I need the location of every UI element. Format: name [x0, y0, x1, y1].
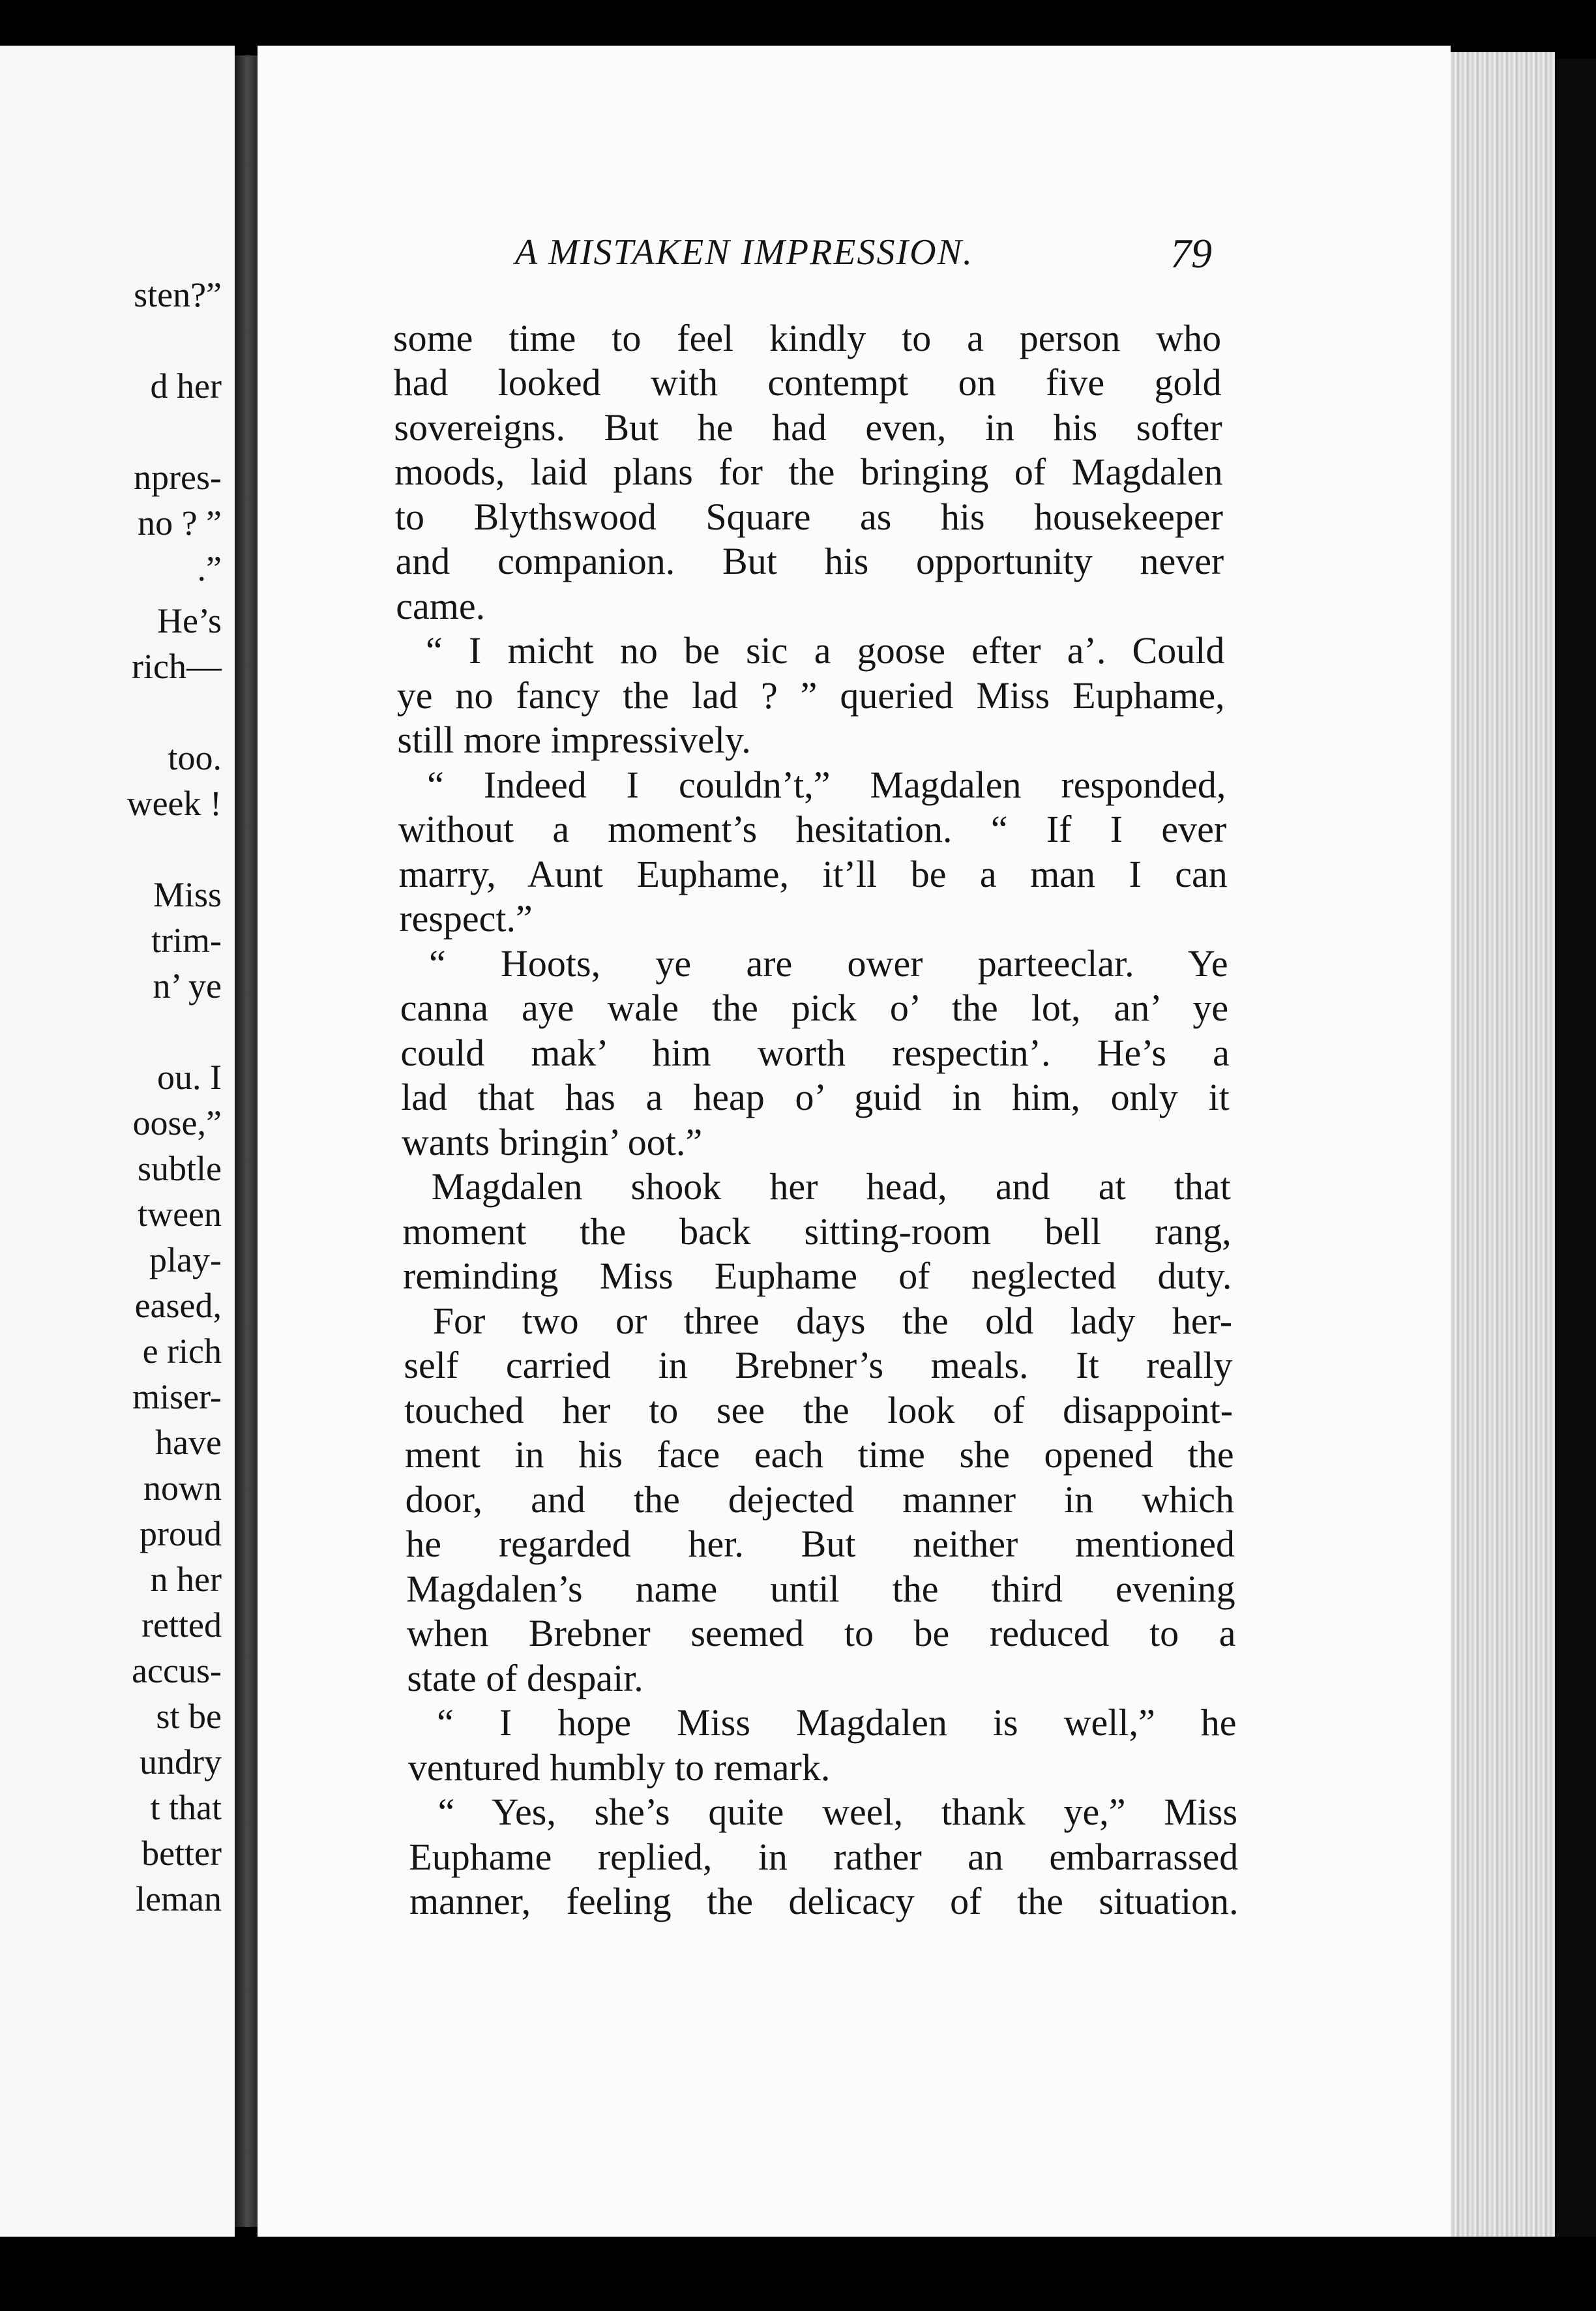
- body-line: came.: [396, 584, 486, 627]
- left-page-fragment: leman: [136, 1879, 222, 1918]
- left-page-fragment: too.: [168, 738, 222, 777]
- body-line: “ I hope Miss Magdalen is well,” he: [437, 1701, 1237, 1744]
- left-page-fragment: sten?”: [134, 275, 222, 314]
- page-edges: [1451, 52, 1555, 2237]
- left-page-fragment: play-: [149, 1240, 222, 1279]
- left-page: [0, 46, 235, 2237]
- left-page-fragment: subtle: [138, 1149, 222, 1188]
- body-line: ye no fancy the lad ? ” queried Miss Euphame,: [396, 674, 1225, 717]
- body-line: ventured humbly to remark.: [407, 1746, 831, 1789]
- left-page-fragment: oose,”: [132, 1103, 222, 1142]
- body-line: moment the back sitting-room bell rang,: [402, 1210, 1232, 1253]
- body-line: manner, feeling the delicacy of the situation.: [409, 1880, 1239, 1922]
- left-page-fragment: week !: [126, 784, 222, 823]
- left-page-fragment: t that: [150, 1788, 222, 1827]
- left-page-fragment: undry: [140, 1742, 222, 1782]
- left-page-fragment: proud: [140, 1514, 222, 1553]
- left-page-fragment: rich—: [132, 647, 222, 686]
- body-line: to Blythswood Square as his housekeeper: [394, 495, 1223, 538]
- page-number: 79: [1170, 230, 1212, 276]
- body-line: “ Hoots, ye are ower parteeclar. Ye: [429, 942, 1228, 985]
- body-line: For two or three days the old lady her-: [432, 1299, 1233, 1342]
- body-line: when Brebner seemed to be reduced to a: [406, 1612, 1236, 1655]
- body-line: sovereigns. But he had even, in his softer: [394, 406, 1222, 449]
- body-line: some time to feel kindly to a person who: [393, 317, 1222, 359]
- left-page-fragment: nown: [143, 1469, 222, 1508]
- left-page-fragment: st be: [156, 1697, 222, 1736]
- left-page-fragment: ou. I: [157, 1058, 222, 1097]
- body-line: lad that has a heap o’ guid in him, only it: [401, 1076, 1230, 1119]
- left-page-fragment: trim-: [151, 921, 222, 960]
- body-line: state of despair.: [407, 1656, 643, 1699]
- left-page-fragment: He’s: [157, 601, 222, 640]
- left-page-fragment: have: [155, 1423, 222, 1462]
- left-page-fragment: no ? ”: [138, 503, 222, 543]
- left-page-fragment: e rich: [142, 1332, 222, 1371]
- body-line: wants bringin’ oot.”: [401, 1120, 703, 1163]
- body-line: touched her to see the look of disappoint-: [404, 1388, 1234, 1431]
- body-line: still more impressively.: [397, 719, 751, 762]
- body-line: respect.”: [399, 897, 533, 940]
- left-page-fragment: d her: [150, 366, 222, 406]
- body-line: canna aye wale the pick o’ the lot, an’ ye: [400, 987, 1229, 1030]
- body-line: moods, laid plans for the bringing of Magdalen: [394, 451, 1223, 494]
- body-line: “ Indeed I couldn’t,” Magdalen responded,: [427, 763, 1226, 806]
- body-line: Magdalen shook her head, and at that: [431, 1165, 1231, 1208]
- left-page-fragment: eased,: [134, 1286, 222, 1325]
- body-line: reminding Miss Euphame of neglected duty.: [403, 1255, 1232, 1298]
- left-page-fragment: retted: [141, 1605, 222, 1645]
- body-line: “ I micht no be sic a goose efter a’. Could: [426, 629, 1225, 672]
- body-line: Euphame replied, in rather an embarrassed: [409, 1835, 1239, 1878]
- left-page-fragment: n’ ye: [153, 966, 222, 1006]
- body-line: and companion. But his opportunity never: [395, 540, 1224, 583]
- left-page-fragment: .”: [197, 549, 222, 588]
- left-page-fragment: tween: [138, 1195, 222, 1234]
- running-head: A MISTAKEN IMPRESSION.: [515, 232, 973, 273]
- body-line: without a moment’s hesitation. “ If I ever: [398, 808, 1227, 851]
- left-page-fragment: accus-: [132, 1651, 222, 1690]
- left-page-fragment: npres-: [134, 458, 222, 497]
- body-line: Magdalen’s name until the third evening: [406, 1567, 1235, 1610]
- left-page-fragment: Miss: [153, 875, 222, 914]
- left-page-fragment: better: [141, 1834, 222, 1873]
- body-line: self carried in Brebner’s meals. It really: [404, 1344, 1233, 1387]
- body-line: had looked with contempt on five gold: [393, 361, 1222, 404]
- body-line: could mak’ him worth respectin’. He’s a: [400, 1031, 1230, 1074]
- scan-border: [1555, 59, 1596, 2237]
- body-line: he regarded her. But neither mentioned: [406, 1523, 1235, 1566]
- body-line: marry, Aunt Euphame, it’ll be a man I can: [398, 852, 1228, 895]
- body-line: ment in his face each time she opened the: [404, 1433, 1234, 1476]
- body-line: door, and the dejected manner in which: [405, 1478, 1235, 1521]
- left-page-fragment: miser-: [132, 1377, 222, 1416]
- body-line: “ Yes, she’s quite weel, thank ye,” Miss: [437, 1791, 1238, 1834]
- left-page-fragment: n her: [150, 1560, 222, 1599]
